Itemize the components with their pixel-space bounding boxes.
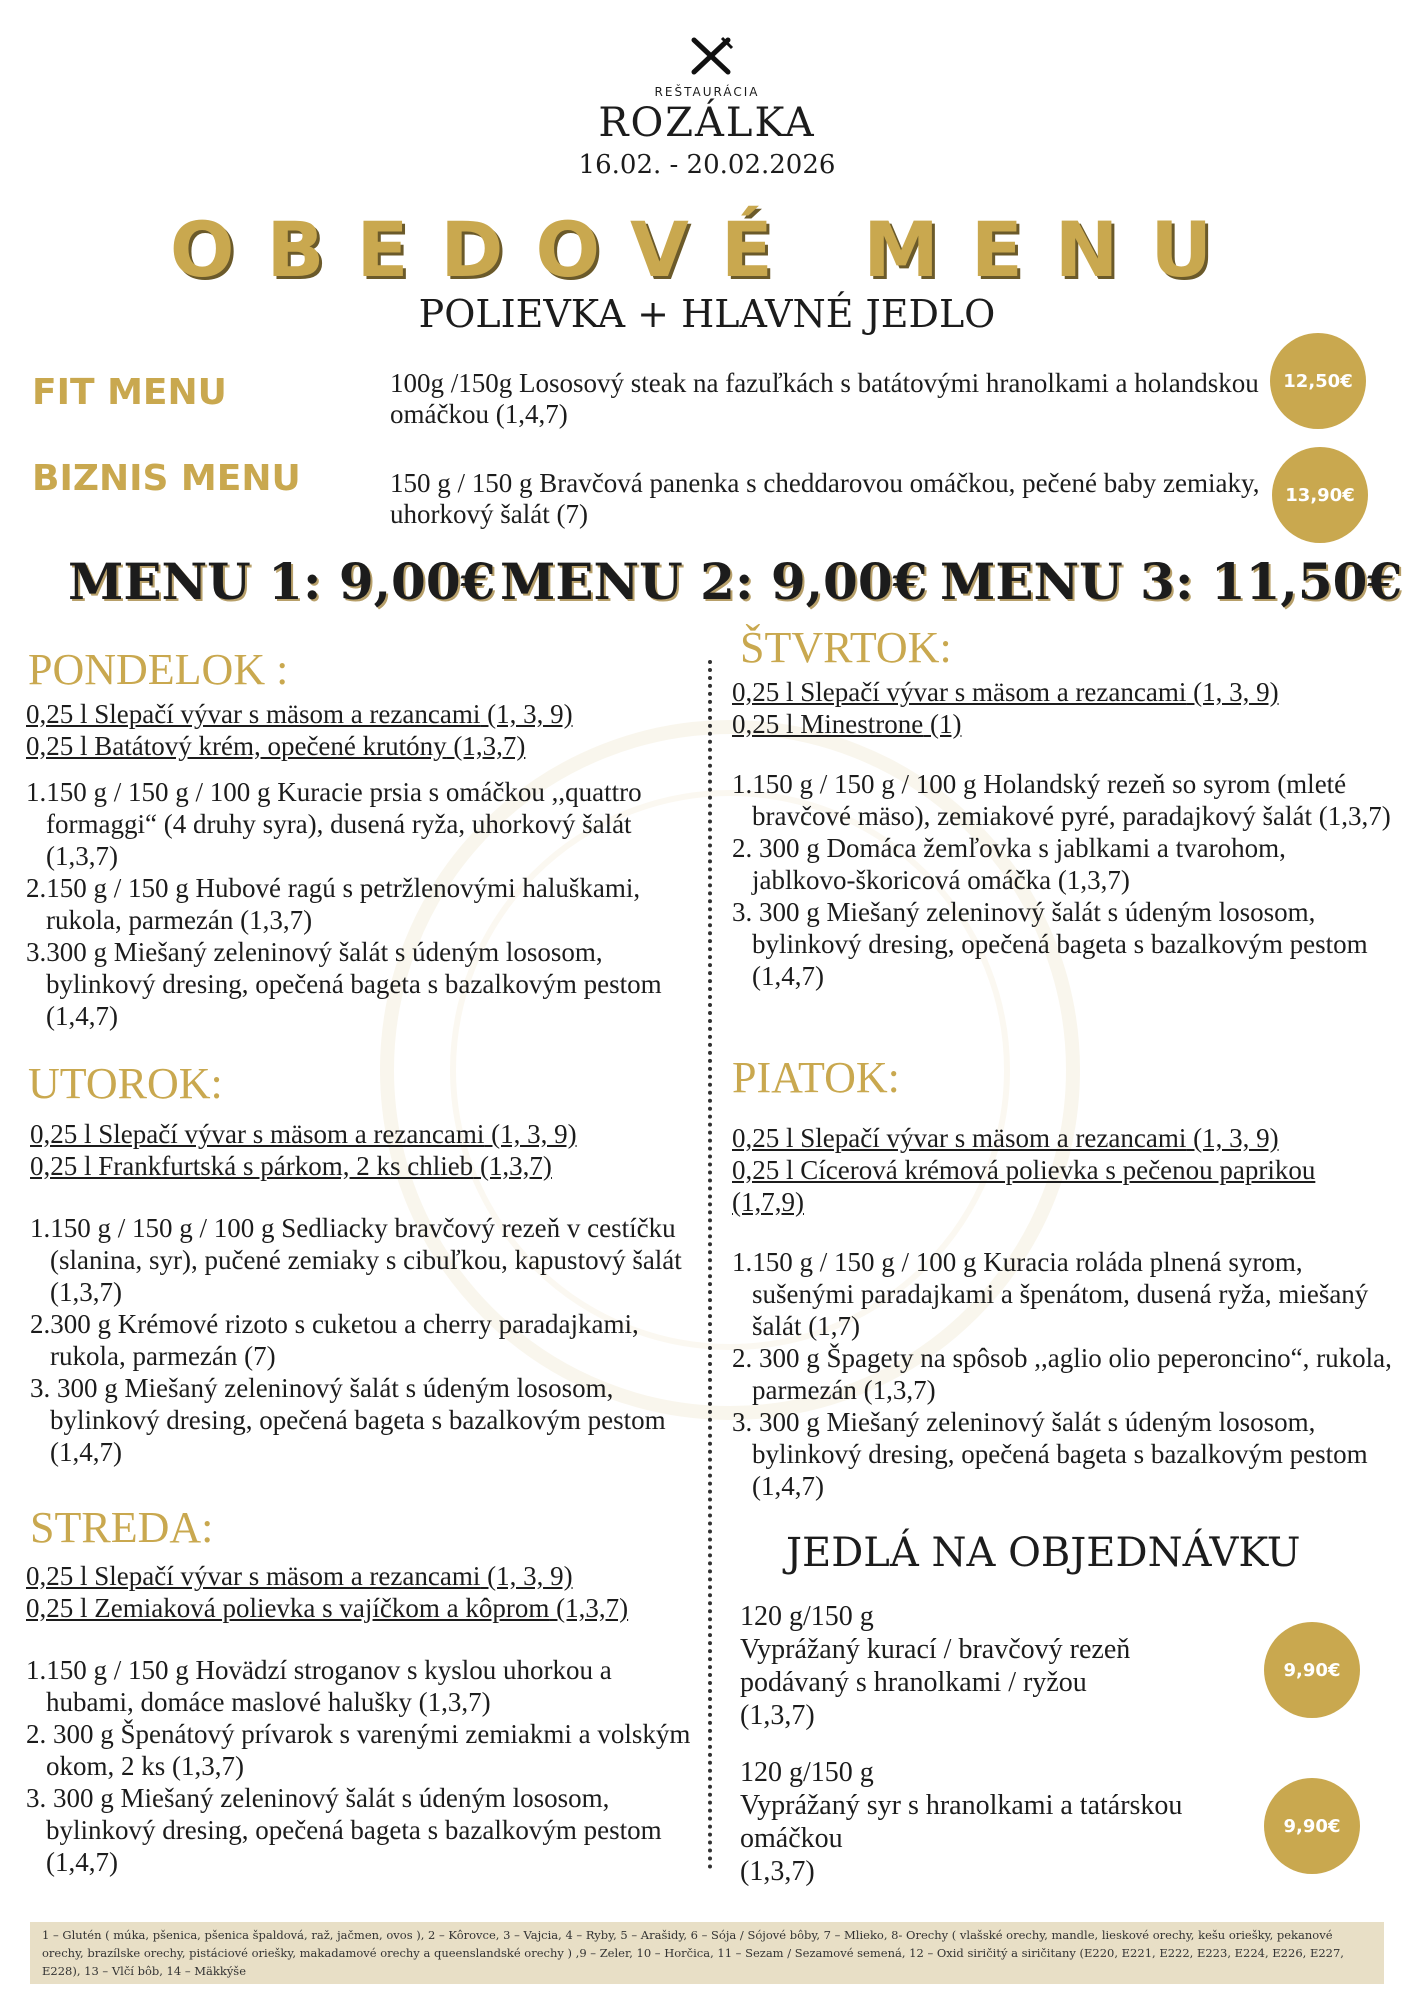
order-item-price: 9,90€ (1264, 1778, 1360, 1874)
dish-item: 3. 300 g Miešaný zeleninový šalát s údeným lososom, bylinkový dresing, opečená bageta s bazalkovým pestom (1,4,7) (26, 1783, 662, 1877)
dish-item: 2.150 g / 150 g Hubové ragú s petržlenovými haluškami, rukola, parmezán (1,3,7) (26, 873, 641, 935)
biznis-menu-label: BIZNIS MENU (32, 458, 301, 499)
day-title-thursday: ŠTVRTOK: (740, 623, 952, 672)
soup-item: 0,25 l Slepačí vývar s mäsom a rezancami (1, 3, 9) (732, 677, 1279, 707)
soup-item: 0,25 l Cícerová krémová polievka s pečenou paprikou (1,7,9) (732, 1155, 1316, 1217)
soup-item: 0,25 l Frankfurtská s párkom, 2 ks chlieb (1,3,7) (30, 1151, 552, 1181)
day-title-tuesday: UTOROK: (28, 1059, 223, 1108)
order-item-text: Vyprážaný syr s hranolkami a tatárskou omáčkou (740, 1790, 1183, 1854)
order-item-weight: 120 g/150 g (740, 1757, 874, 1788)
menu-1-price: MENU 1: 9,00€ (68, 552, 496, 611)
day-title-friday: PIATOK: (732, 1053, 900, 1102)
dish-item: 1.150 g / 150 g Hovädzí stroganov s kyslou uhorkou a hubami, domáce maslové halušky (1,3,7) (26, 1655, 612, 1717)
biznis-menu-text: 150 g / 150 g Bravčová panenka s cheddarovou omáčkou, pečené baby zemiaky, uhorkový šalát (7) (390, 468, 1260, 529)
dish-item: 2. 300 g Domáca žemľovka s jablkami a tvarohom, jablkovo-škoricová omáčka (1,3,7) (732, 833, 1286, 895)
cutlery-icon (688, 36, 734, 76)
dish-item: 1.150 g / 150 g / 100 g Kuracia roláda plnená syrom, sušenými paradajkami a špenátom, dusená ryža, miešaný šalát (1,7) (732, 1247, 1369, 1341)
fit-menu-text: 100g /150g Lososový steak na fazuľkách s batátovými hranolkami a holandskou omáčkou (1,4,7) (390, 368, 1259, 429)
soup-item: 0,25 l Slepačí vývar s mäsom a rezancami (1, 3, 9) (732, 1123, 1279, 1153)
day-monday (26, 698, 696, 1032)
dish-item: 1.150 g / 150 g / 100 g Kuracie prsia s omáčkou ,,quattro formaggi“ (4 druhy syra), dusená ryža, uhorkový šalát (1,3,7) (26, 777, 642, 871)
menu-subtitle: POLIEVKA + HLAVNÉ JEDLO (418, 292, 996, 336)
dish-item: 3. 300 g Miešaný zeleninový šalát s údeným lososom, bylinkový dresing, opečená bageta s bazalkovým pestom (1,4,7) (732, 1407, 1368, 1501)
restaurant-type: REŠTAURÁCIA (654, 85, 760, 99)
dish-item: 1.150 g / 150 g / 100 g Holandský rezeň so syrom (mleté bravčové mäso), zemiakové pyré, paradajkový šalát (1,3,7) (732, 769, 1391, 831)
week-range: 16.02. - 20.02.2026 (578, 150, 836, 180)
day-title-wednesday: STREDA: (30, 1503, 214, 1552)
order-item-weight: 120 g/150 g (740, 1601, 874, 1632)
order-item-allergens: (1,3,7) (740, 1700, 815, 1731)
soup-item: 0,25 l Zemiaková polievka s vajíčkom a kôprom (1,3,7) (26, 1593, 629, 1623)
biznis-menu-price: 13,90€ (1272, 447, 1368, 543)
soup-item: 0,25 l Slepačí vývar s mäsom a rezancami (1, 3, 9) (30, 1119, 577, 1149)
menu-title: OBEDOVÉ MENU (169, 205, 1245, 294)
order-item (740, 1600, 1230, 1732)
day-thursday (732, 676, 1392, 992)
soup-item: 0,25 l Batátový krém, opečené krutóny (1,3,7) (26, 731, 526, 761)
dish-item: 2.300 g Krémové rizoto s cuketou a cherry paradajkami, rukola, parmezán (7) (30, 1309, 639, 1371)
soup-item: 0,25 l Slepačí vývar s mäsom a rezancami (1, 3, 9) (26, 1561, 573, 1591)
allergen-legend: 1 – Glutén ( múka, pšenica, pšenica špaldová, raž, jačmen, ovos ), 2 – Kôrovce, 3 – Vajcia, 4 – Ryby, 5 – Arašidy, 6 – Sója / Sójové bôby, 7 – Mlieko, 8- Orechy ( vlašské orechy, mandle, lieskové orechy, kešu oriešky, pekanové orechy, brazílske orechy, pistáciové oriešky, makadamové orechy a queenslandské orechy ) ,9 – Zeler, 10 – Horčica, 11 – Sezam / Sezamové semená, 12 – Oxid siričitý a siričitany (E220, E221, E222, E223, E224, E226, E227, E228), 13 – Vlčí bôb, 14 – Mäkkýše (30, 1922, 1384, 1984)
dish-item: 2. 300 g Špagety na spôsob ,,aglio olio peperoncino“, rukola, parmezán (1,3,7) (732, 1343, 1392, 1405)
order-item-allergens: (1,3,7) (740, 1856, 815, 1887)
menu-3-price: MENU 3: 11,50€ (940, 552, 1403, 611)
menu-2-price: MENU 2: 9,00€ (500, 552, 928, 611)
day-title-monday: PONDELOK : (28, 645, 289, 694)
dish-item: 2. 300 g Špenátový prívarok s varenými zemiakmi a volským okom, 2 ks (1,3,7) (26, 1719, 691, 1781)
fit-menu-price: 12,50€ (1270, 333, 1366, 429)
order-section-title: JEDLÁ NA OBJEDNÁVKU (786, 1530, 1301, 1576)
dish-item: 3. 300 g Miešaný zeleninový šalát s údeným lososom, bylinkový dresing, opečená bageta s bazalkovým pestom (1,4,7) (30, 1373, 666, 1467)
column-divider (708, 660, 712, 1870)
dish-item: 3. 300 g Miešaný zeleninový šalát s údeným lososom, bylinkový dresing, opečená bageta s bazalkovým pestom (1,4,7) (732, 897, 1368, 991)
dish-item: 1.150 g / 150 g / 100 g Sedliacky bravčový rezeň v cestíčku (slanina, syr), pučené zemiaky s cibuľkou, kapustový šalát (1,3,7) (30, 1213, 682, 1307)
order-item-price: 9,90€ (1264, 1622, 1360, 1718)
restaurant-name: ROZÁLKA (598, 100, 816, 146)
day-friday (732, 1122, 1392, 1502)
fit-menu-label: FIT MENU (32, 372, 227, 413)
order-item (740, 1756, 1230, 1888)
day-tuesday (30, 1118, 700, 1468)
soup-item: 0,25 l Minestrone (1) (732, 709, 962, 739)
soup-item: 0,25 l Slepačí vývar s mäsom a rezancami (1, 3, 9) (26, 699, 573, 729)
order-item-text: Vyprážaný kurací / bravčový rezeň podávaný s hranolkami / ryžou (740, 1634, 1131, 1698)
day-wednesday (26, 1560, 696, 1878)
dish-item: 3.300 g Miešaný zeleninový šalát s údeným lososom, bylinkový dresing, opečená bageta s bazalkovým pestom (1,4,7) (26, 937, 662, 1031)
